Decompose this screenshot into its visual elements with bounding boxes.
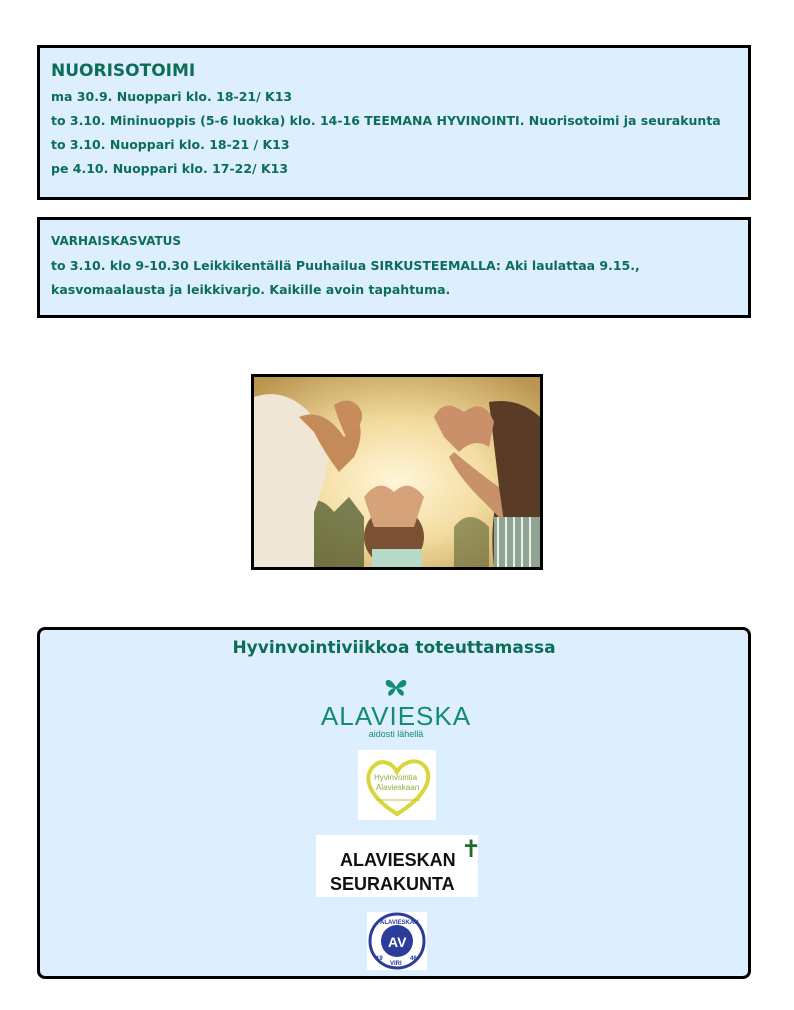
event-line: ma 30.9. Nuoppari klo. 18-21/ K13 <box>51 89 293 104</box>
nuorisotoimi-section <box>37 45 751 200</box>
svg-text:AV: AV <box>388 934 407 950</box>
club-bottom-middle: VIRI <box>390 961 402 967</box>
seurakunta-line1: ALAVIESKAN <box>340 850 456 870</box>
event-line: to 3.10. Nuoppari klo. 18-21 / K13 <box>51 137 290 152</box>
varhaiskasvatus-title: VARHAISKASVATUS <box>51 234 182 248</box>
cross-icon: ✝ <box>461 835 482 863</box>
club-bottom-right: 46 <box>410 956 417 962</box>
hyvinvointia-line1: Hyvinvointia <box>374 773 418 782</box>
partners-title: Hyvinvointiviikkoa toteuttamassa <box>232 638 556 658</box>
seurakunta-logo <box>316 835 482 897</box>
butterfly-icon <box>384 677 408 697</box>
seurakunta-line2: SEURAKUNTA <box>330 874 455 894</box>
nuorisotoimi-title: NUORISOTOIMI <box>51 61 196 81</box>
varhaiskasvatus-section <box>37 217 751 318</box>
event-line: to 3.10. klo 9-10.30 Leikkikentällä Puuhailua SIRKUSTEEMALLA: Aki laulattaa 9.15., <box>51 258 640 273</box>
viri-club-logo <box>367 912 427 970</box>
event-line: pe 4.10. Nuoppari klo. 17-22/ K13 <box>51 161 289 176</box>
club-bottom-left: 19 <box>376 956 383 962</box>
hyvinvointia-logo <box>358 750 436 820</box>
event-line: to 3.10. Mininuoppis (5-6 luokka) klo. 14-16 TEEMANA HYVINOINTI. Nuorisotoimi ja seurakunta <box>51 113 721 128</box>
family-hearts-photo <box>251 374 543 570</box>
alavieska-wordmark: ALAVIESKA <box>320 701 472 731</box>
alavieska-tagline: aidosti lähellä <box>368 729 424 739</box>
alavieska-logo <box>318 677 474 739</box>
club-top-text: ALAVIESKAN <box>380 920 419 926</box>
event-line: kasvomaalausta ja leikkivarjo. Kaikille avoin tapahtuma. <box>51 282 451 297</box>
hyvinvointia-line2: Alavieskaan <box>376 783 420 792</box>
